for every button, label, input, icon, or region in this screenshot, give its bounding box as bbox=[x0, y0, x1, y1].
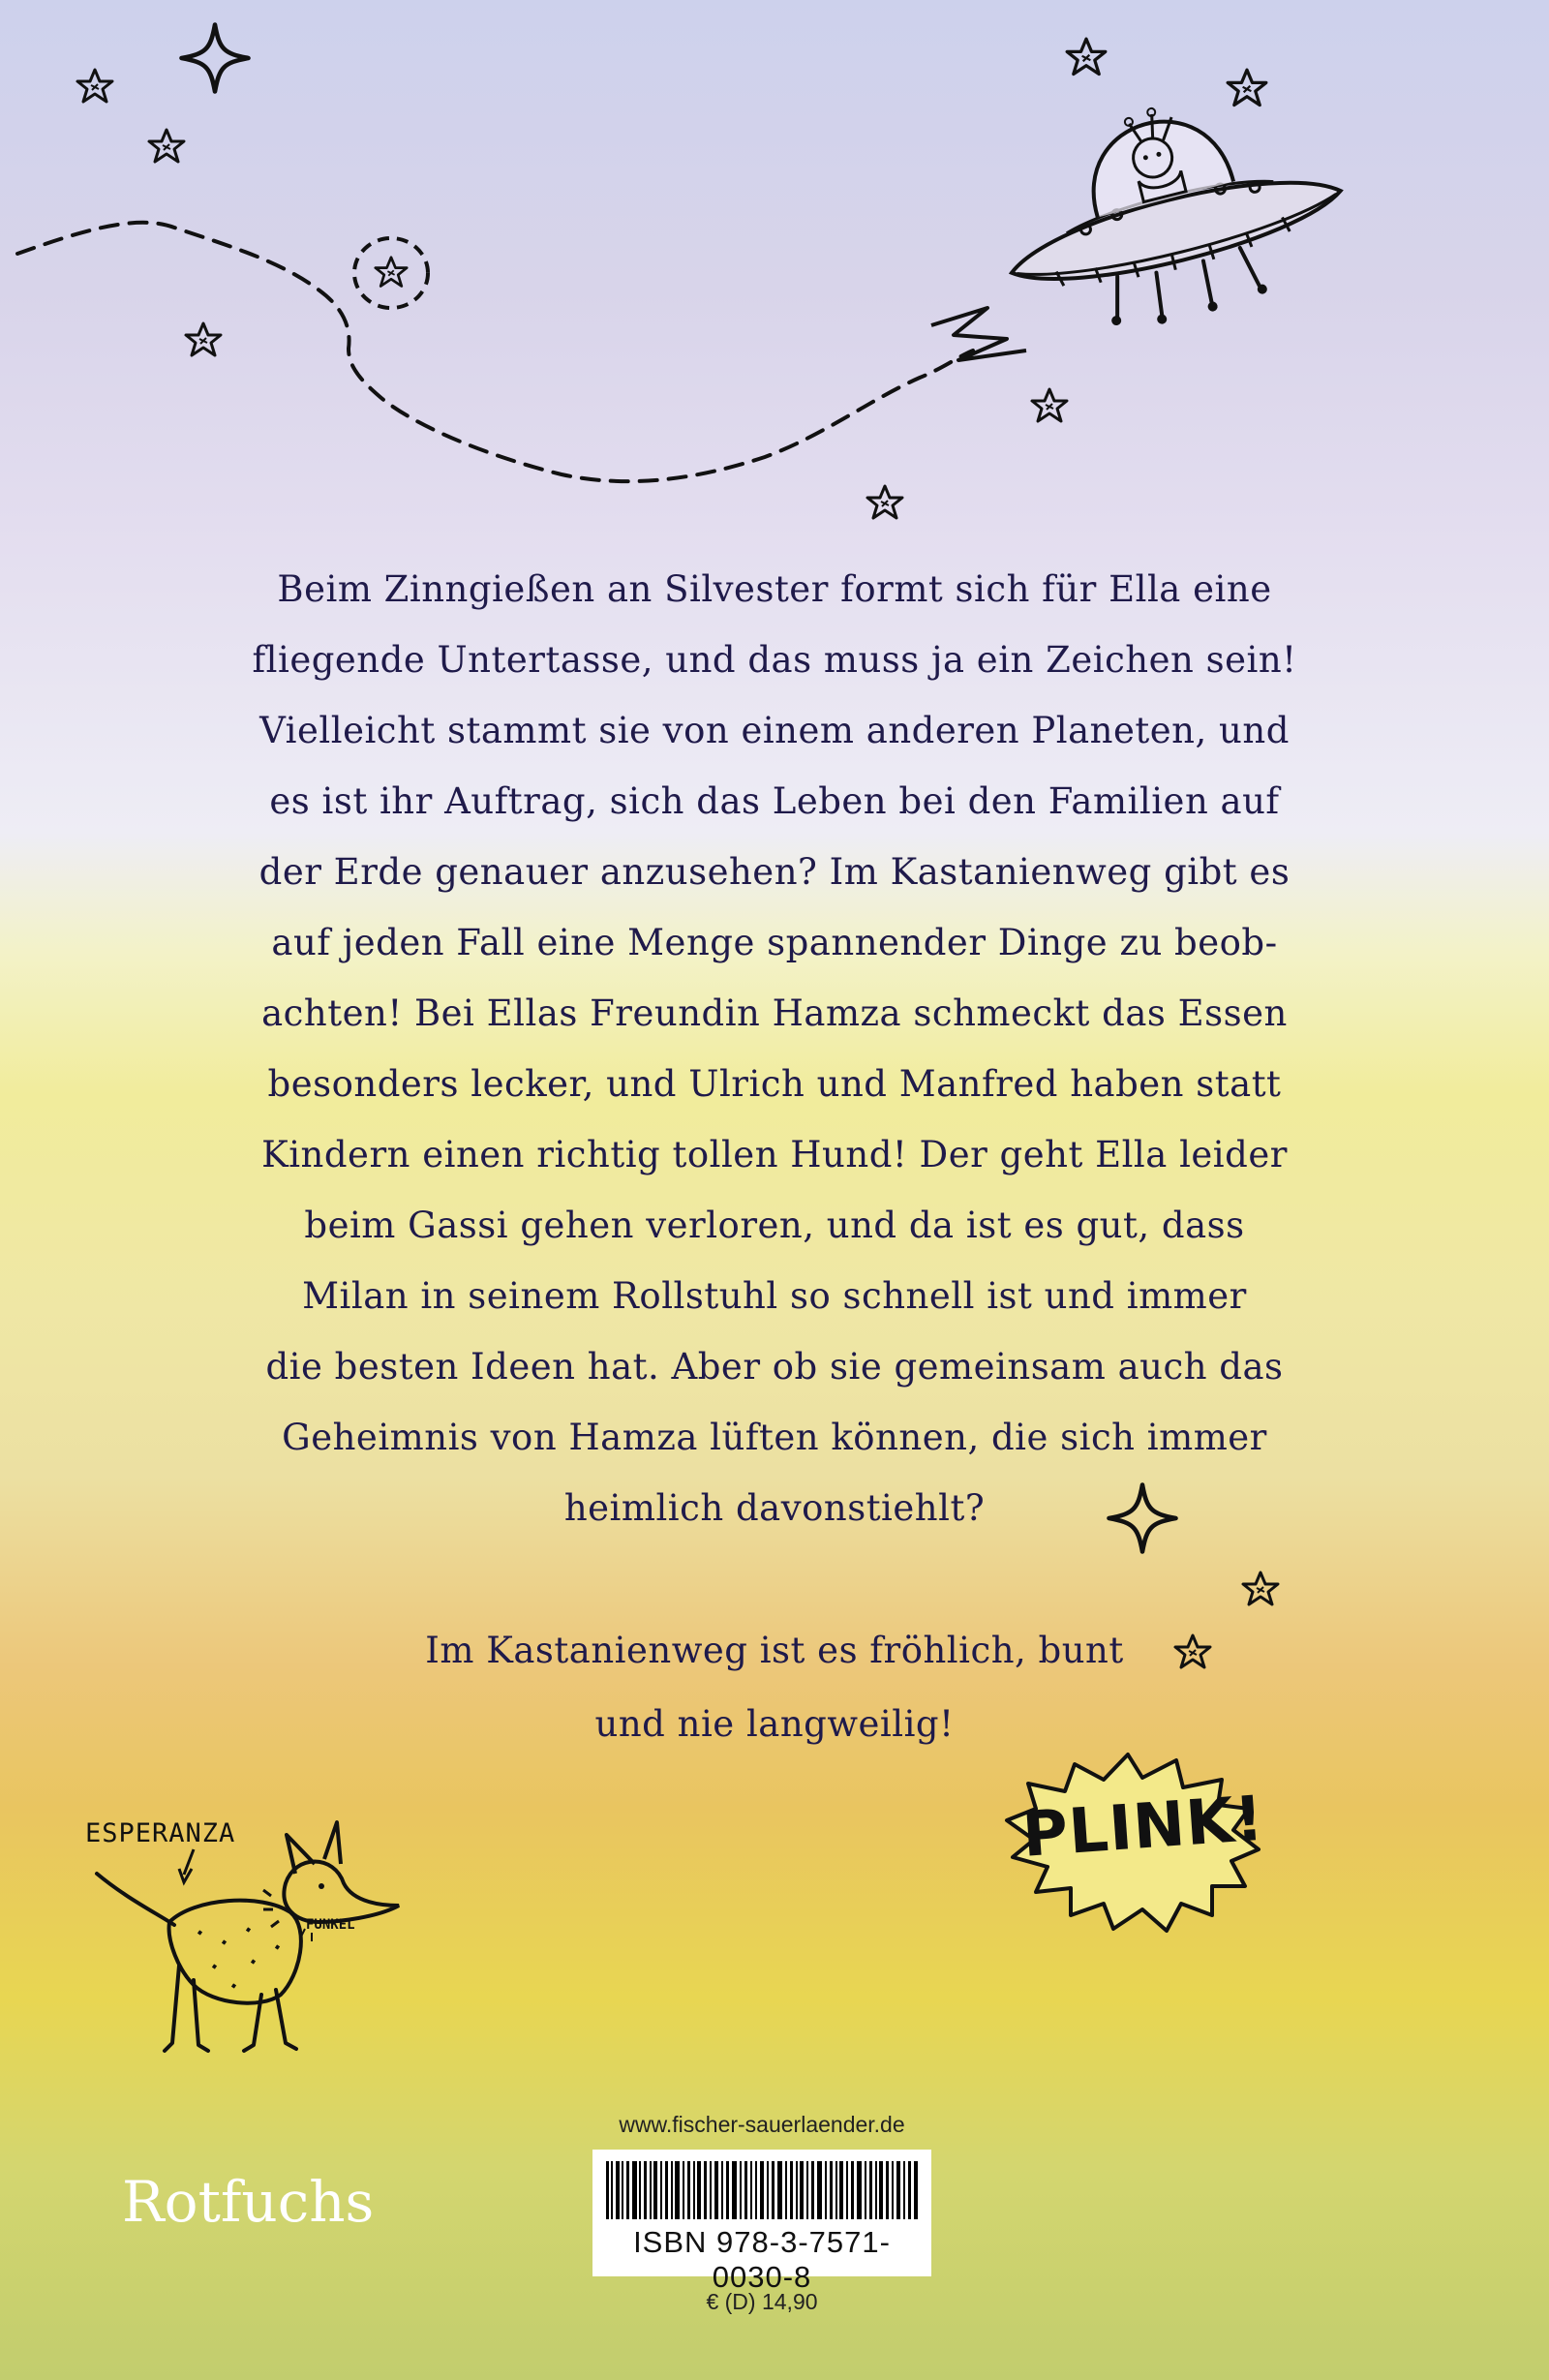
book-blurb bbox=[223, 554, 1326, 1543]
tagline-line: und nie langweilig! bbox=[594, 1703, 955, 1745]
barcode-icon bbox=[606, 2161, 918, 2219]
blurb-line: es ist ihr Auftrag, sich das Leben bei den Familien auf bbox=[269, 780, 1280, 822]
blurb-line: der Erde genauer anzusehen? Im Kastanienweg gibt es bbox=[258, 851, 1291, 893]
star-doodle-icon bbox=[149, 130, 184, 162]
publisher-logo: Rotfuchs bbox=[122, 2169, 375, 2235]
publisher-website: www.fischer-sauerlaender.de bbox=[619, 2112, 905, 2137]
flight-path-icon bbox=[17, 223, 1026, 481]
blurb-line: Geheimnis von Hamza lüften können, die sich immer bbox=[282, 1417, 1267, 1458]
star-doodle-icon bbox=[1228, 70, 1266, 105]
star-doodle-icon bbox=[186, 323, 221, 355]
blurb-line: Milan in seinem Rollstuhl so schnell ist und immer bbox=[302, 1275, 1247, 1317]
star-doodle-icon bbox=[1032, 389, 1067, 421]
blurb-line: auf jeden Fall eine Menge spannender Dinge zu beob- bbox=[271, 922, 1278, 963]
star-doodle-icon bbox=[867, 486, 902, 518]
blurb-line: Beim Zinngießen an Silvester formt sich für Ella eine bbox=[277, 568, 1272, 610]
blurb-line: Vielleicht stammt sie von einem anderen Planeten, und bbox=[259, 710, 1290, 751]
tagline bbox=[319, 1614, 1230, 1761]
dog-name-label: ESPERANZA bbox=[85, 1818, 236, 1848]
star-doodle-icon bbox=[77, 70, 112, 102]
tagline-line: Im Kastanienweg ist es fröhlich, bunt bbox=[425, 1630, 1124, 1671]
plink-label: PLINK! bbox=[1019, 1783, 1267, 1872]
blurb-line: achten! Bei Ellas Freundin Hamza schmeckt das Essen bbox=[261, 992, 1288, 1034]
isbn-number: ISBN 978-3-7571-0030-8 bbox=[633, 2225, 891, 2294]
ufo-icon bbox=[982, 69, 1362, 356]
blurb-line: beim Gassi gehen verloren, und da ist es gut, dass bbox=[304, 1205, 1245, 1246]
star-doodle-icon bbox=[1243, 1572, 1278, 1604]
star-doodle-icon bbox=[1067, 39, 1106, 74]
blurb-line: besonders lecker, und Ulrich und Manfred haben statt bbox=[267, 1063, 1282, 1105]
funkel-label: FUNKEL bbox=[306, 1917, 355, 1933]
star-doodle-icon bbox=[182, 25, 249, 92]
blurb-line: Kindern einen richtig tollen Hund! Der geht Ella leider bbox=[261, 1134, 1288, 1175]
blurb-line: heimlich davonstiehlt? bbox=[563, 1487, 986, 1529]
dog-icon bbox=[97, 1822, 399, 2051]
blurb-line: die besten Ideen hat. Aber ob sie gemeinsam auch das bbox=[265, 1346, 1284, 1388]
price-label: € (D) 14,90 bbox=[706, 2289, 818, 2314]
blurb-line: fliegende Untertasse, und das muss ja ein Zeichen sein! bbox=[252, 639, 1297, 681]
barcode-panel bbox=[592, 2150, 931, 2294]
